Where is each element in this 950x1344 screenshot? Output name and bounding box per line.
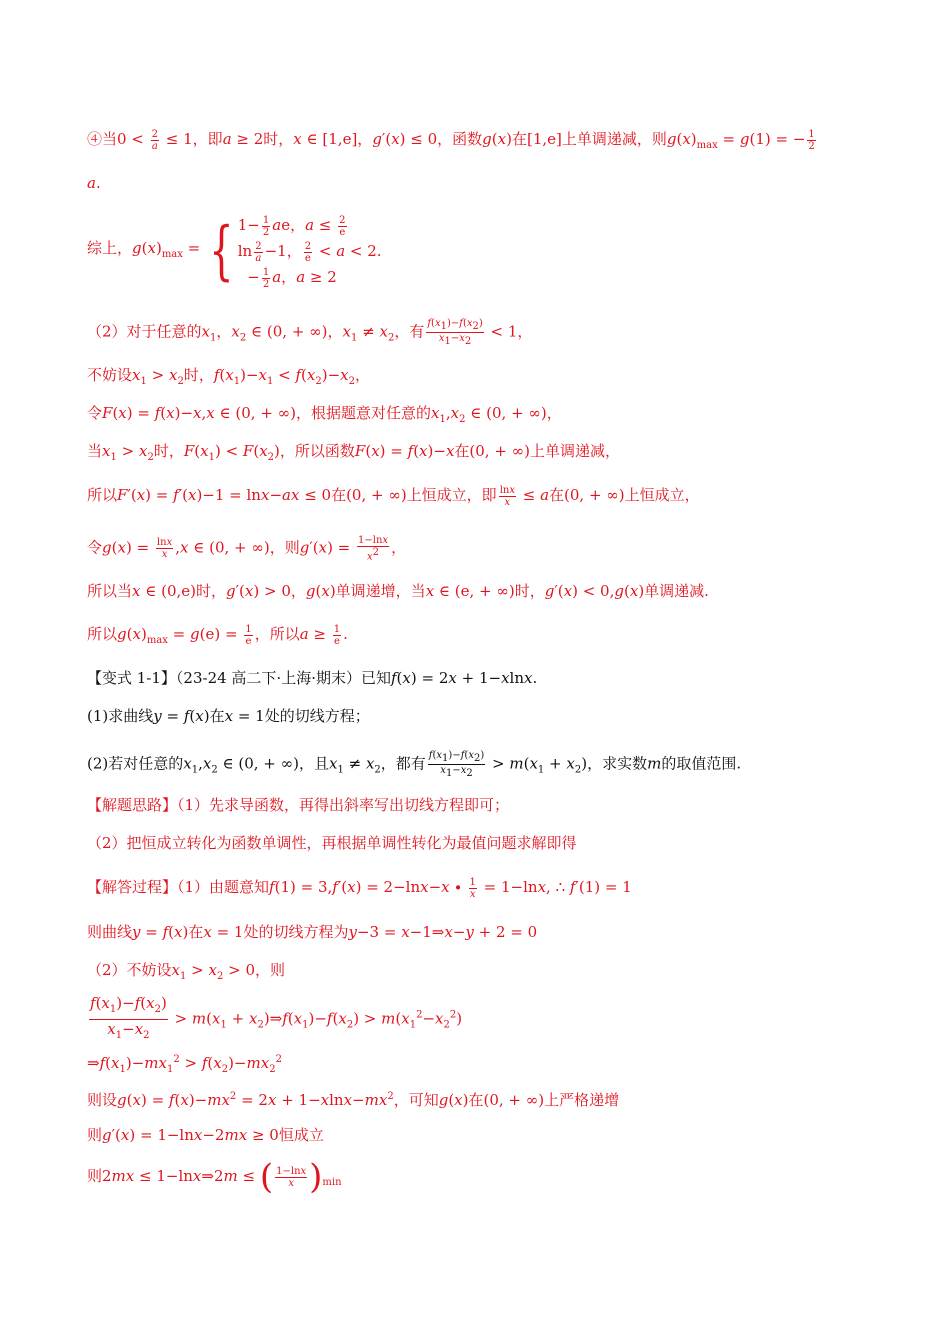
case4-line-cont: a. [87, 174, 101, 192]
variant-title: 【变式 1-1】（23-24 高二下·上海·期末）已知f(x) = 2x + 1−xlnx. [87, 669, 538, 687]
solution-process-5: $\Rightarrow f(x_1)-mx_1^2 > f(x_2)-mx_2^2$ [87, 1054, 282, 1075]
solution-process-1: 【解答过程】（1）由题意知f(1) = 3,f′(x) = 2−lnx−x ∙ $\frac{1}{x}$ = 1−lnx, ∴ f′(1) = 1 [87, 876, 632, 900]
solution-process-4: $\frac{f(x_1)-f(x_2)}{x_1-x_2}$ > $m(x_1$ + $x_2)\Rightarrow f(x_1)-f(x_2) > m(x_1^2-x_2^2)$ [90, 994, 463, 1041]
solution-process-6: 则设$g(x) = f(x)-mx^2 = 2x + 1-xlnx-mx^2$，可知g(x)在(0, + ∞)上严格递增 [87, 1091, 620, 1109]
brace-icon: { [209, 214, 234, 288]
summary-piecewise: 综上，$g(x)_{max}$ = { 1− $\frac{1}{2}$ ae，a ≤ $\frac{2}{e}$ ln $\frac{2}{a}$ −1， $\frac{2}{e}$ < a < 2 − $\frac{1}{2}$ a，a ≥ 2 . [87, 214, 382, 290]
F-derivative-line: 所以F′(x) = f′(x)−1 = lnx−ax ≤ 0在(0, + ∞)上恒成立，即 $\frac{\ln x}{x}$ ≤ a在(0, + ∞)上恒成立， [87, 484, 700, 508]
case4-line: ④当0 < $\frac{2}{a}$ ≤ 1，即a ≥ 2时，x ∈ [1,e]，g′(x) ≤ 0，函数g(x)在[1,e]上单调递减，则$g(x)_{max} = g(1)$ = − $\frac{1}{2}$ [87, 128, 815, 152]
define-F-line: 令F(x) = f(x)−x,x ∈ (0, + ∞)，根据题意对任意的$x_1,x_2$ ∈ (0, + ∞)， [87, 404, 562, 425]
solution-process-8: 则2mx ≤ 1−lnx⇒2m ≤ ( $\frac{1-\ln x}{x}$ )$_{min}$ [87, 1157, 342, 1197]
variant-question-2: (2)若对任意的$x_1,x_2$ ∈ (0, + ∞)，且$x_1 \ne x_2$，都有 $\frac{f(x_1)-f(x_2)}{x_1-x_2}$ > $m(x_1 + x_2)$，求实数m的取值范围. [87, 750, 742, 779]
part2-statement: （2）对于任意的$x_1$，$x_2$ ∈ (0, + ∞)，$x_1 \ne x_2$，有 $\frac{f(x_1)-f(x_2)}{x_1-x_2}$ < 1， [87, 318, 533, 347]
variant-question-1: (1)求曲线y = f(x)在x = 1处的切线方程； [87, 707, 370, 725]
conclusion-line: 所以$g(x)_{max} = g(e)$ = $\frac{1}{e}$ ，所以a ≥ $\frac{1}{e}$ . [87, 623, 348, 647]
solution-process-7: 则g′(x) = 1−lnx−2mx ≥ 0恒成立 [87, 1126, 324, 1144]
solution-idea-1: 【解题思路】（1）先求导函数，再得出斜率写出切线方程即可； [87, 796, 510, 814]
define-g-line: 令g(x) = $\frac{\ln x}{x}$ ,x ∈ (0, + ∞)，则g′(x) = $\frac{1-\ln x}{x^2}$ ， [87, 535, 407, 563]
solution-idea-2: （2）把恒成立转化为函数单调性，再根据单调性转化为最值问题求解即得 [87, 834, 577, 852]
assume-line: 不妨设$x_1 > x_2$时，$f(x_1)-x_1 < f(x_2)-x_2$， [87, 366, 371, 387]
solution-process-3: （2）不妨设$x_1 > x_2 > 0$，则 [87, 961, 285, 982]
monotonic-line: 所以当x ∈ (0,e)时，g′(x) > 0，g(x)单调递增，当x ∈ (e, + ∞)时，g′(x) < 0,g(x)单调递减. [87, 582, 709, 600]
F-decreasing-line: 当$x_1 > x_2$时，$F(x_1) < F(x_2)$，所以函数F(x) = f(x)−x在(0, + ∞)上单调递减， [87, 442, 621, 463]
solution-process-2: 则曲线y = f(x)在x = 1处的切线方程为y−3 = x−1⇒x−y + 2 = 0 [87, 923, 538, 941]
